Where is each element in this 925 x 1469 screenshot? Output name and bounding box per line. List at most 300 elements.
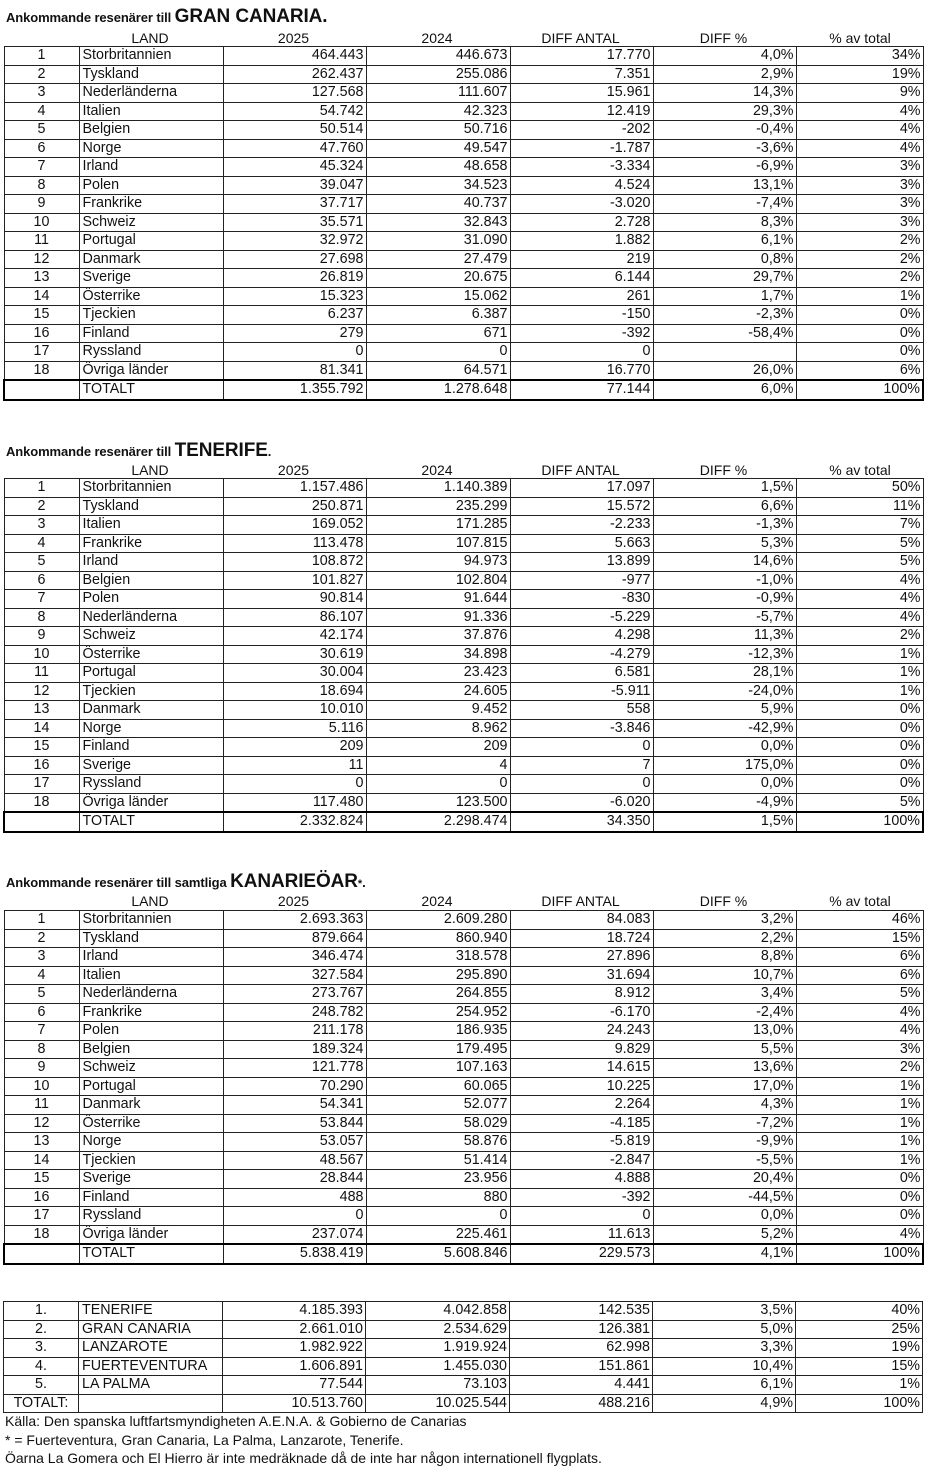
cell-value-2025: 262.437 xyxy=(223,65,366,84)
cell-pct-of-total: 0% xyxy=(796,343,923,362)
cell-rank: 10 xyxy=(4,645,79,664)
cell-diff-antal: 4.524 xyxy=(510,176,653,195)
table-row xyxy=(4,985,923,1004)
cell-rank: 16 xyxy=(4,324,79,343)
cell-diff-antal: -977 xyxy=(510,571,653,590)
cell-land: Tyskland xyxy=(79,929,223,948)
gran-canaria-title xyxy=(6,6,327,28)
cell-value-2025: 45.324 xyxy=(223,158,366,177)
cell-pct-of-total: 0% xyxy=(796,1207,923,1226)
table-row xyxy=(4,1040,923,1059)
cell-value-2024: 8.962 xyxy=(366,719,510,738)
cell-diff-pct: 5,9% xyxy=(653,701,796,720)
cell-land: FUERTEVENTURA xyxy=(79,1357,223,1376)
cell-land: Ryssland xyxy=(79,775,223,794)
title-suffix: . xyxy=(267,444,272,459)
cell-value-2024: 295.890 xyxy=(366,966,510,985)
cell-rank: 14 xyxy=(4,287,79,306)
cell-diff-antal: 151.861 xyxy=(510,1357,653,1376)
cell-pct-of-total: 2% xyxy=(796,250,923,269)
cell-value-2024: 23.423 xyxy=(366,664,510,683)
cell-pct-of-total: 100% xyxy=(796,1394,923,1413)
table-row xyxy=(4,1225,923,1244)
table-row xyxy=(4,324,923,343)
table-row xyxy=(4,1188,923,1207)
cell-land: Nederländerna xyxy=(79,84,223,103)
excluded-islands-note: Öarna La Gomera och El Hierro är inte medräknade då de inte har någon internationell flygplats. xyxy=(5,1450,602,1466)
cell-diff-antal: 0 xyxy=(510,343,653,362)
header-pct-total: % av total xyxy=(829,893,891,909)
cell-pct-of-total: 3% xyxy=(796,195,923,214)
total-row xyxy=(4,812,923,832)
cell-pct-of-total: 2% xyxy=(796,269,923,288)
title-island-name: GRAN CANARIA. xyxy=(174,6,328,27)
cell-rank: 7 xyxy=(4,158,79,177)
cell-rank: 14 xyxy=(4,719,79,738)
cell-diff-pct: 13,6% xyxy=(653,1059,796,1078)
cell-land: Portugal xyxy=(79,664,223,683)
cell-diff-antal: -4.185 xyxy=(510,1114,653,1133)
cell-diff-pct: -9,9% xyxy=(653,1133,796,1152)
cell-diff-pct: -2,4% xyxy=(653,1003,796,1022)
table-row xyxy=(4,306,923,325)
cell-value-2025: 48.567 xyxy=(223,1151,366,1170)
cell-pct-of-total: 7% xyxy=(796,516,923,535)
cell-diff-pct: 4,0% xyxy=(653,47,796,66)
cell-diff-antal: 261 xyxy=(510,287,653,306)
cell-diff-pct: 1,5% xyxy=(653,479,796,498)
cell-land: Irland xyxy=(79,553,223,572)
cell-diff-antal: 1.882 xyxy=(510,232,653,251)
cell-diff-antal: 2.728 xyxy=(510,213,653,232)
cell-diff-antal: 7.351 xyxy=(510,65,653,84)
cell-diff-pct: 0,0% xyxy=(653,738,796,757)
table-row xyxy=(4,1151,923,1170)
cell-rank: 8 xyxy=(4,608,79,627)
cell-value-2024: 40.737 xyxy=(366,195,510,214)
cell-value-2025: 2.661.010 xyxy=(223,1320,366,1339)
table-row xyxy=(4,1207,923,1226)
title-suffix: . xyxy=(362,875,366,890)
cell-diff-antal: -6.020 xyxy=(510,793,653,812)
cell-pct-of-total: 4% xyxy=(796,1225,923,1244)
cell-rank xyxy=(4,812,79,832)
cell-pct-of-total: 0% xyxy=(796,701,923,720)
cell-value-2024: 123.500 xyxy=(366,793,510,812)
cell-rank: 5 xyxy=(4,121,79,140)
title-island-name: TENERIFE xyxy=(174,440,268,461)
cell-diff-pct: 11,3% xyxy=(653,627,796,646)
cell-diff-pct: 6,1% xyxy=(653,232,796,251)
cell-value-2025: 50.514 xyxy=(223,121,366,140)
cell-pct-of-total: 19% xyxy=(796,1339,923,1358)
cell-diff-pct: -3,6% xyxy=(653,139,796,158)
cell-diff-antal: 219 xyxy=(510,250,653,269)
table-row xyxy=(4,361,923,380)
cell-land: TOTALT xyxy=(79,812,223,832)
cell-value-2024: 64.571 xyxy=(366,361,510,380)
table-row xyxy=(4,102,923,121)
cell-land: Sverige xyxy=(79,269,223,288)
cell-value-2025: 30.619 xyxy=(223,645,366,664)
cell-diff-antal: 16.770 xyxy=(510,361,653,380)
cell-value-2025: 54.341 xyxy=(223,1096,366,1115)
cell-land: Ryssland xyxy=(79,343,223,362)
cell-value-2025: 0 xyxy=(223,775,366,794)
cell-rank: 12 xyxy=(4,250,79,269)
cell-diff-antal: 558 xyxy=(510,701,653,720)
cell-land: Frankrike xyxy=(79,195,223,214)
cell-diff-pct: 6,1% xyxy=(653,1376,796,1395)
cell-rank: 1 xyxy=(4,911,79,930)
title-prefix: Ankommande resenärer till samtliga xyxy=(6,875,227,890)
cell-pct-of-total: 4% xyxy=(796,139,923,158)
cell-value-2025: 70.290 xyxy=(223,1077,366,1096)
cell-value-2024: 52.077 xyxy=(366,1096,510,1115)
cell-pct-of-total: 5% xyxy=(796,793,923,812)
table-row xyxy=(4,232,923,251)
cell-value-2025: 54.742 xyxy=(223,102,366,121)
cell-diff-pct: 6,0% xyxy=(653,380,796,400)
cell-value-2025: 127.568 xyxy=(223,84,366,103)
header-diff-antal: DIFF ANTAL xyxy=(541,462,620,478)
cell-rank: 4 xyxy=(4,534,79,553)
cell-land: TOTALT xyxy=(79,1244,223,1264)
cell-value-2024: 58.876 xyxy=(366,1133,510,1152)
cell-diff-pct: 29,3% xyxy=(653,102,796,121)
kanarieoar-column-headers xyxy=(0,893,925,909)
cell-pct-of-total: 3% xyxy=(796,1040,923,1059)
cell-diff-antal: 31.694 xyxy=(510,966,653,985)
cell-value-2025: 237.074 xyxy=(223,1225,366,1244)
cell-diff-antal: 11.613 xyxy=(510,1225,653,1244)
cell-diff-pct: -1,0% xyxy=(653,571,796,590)
cell-rank: 18 xyxy=(4,1225,79,1244)
cell-land: Frankrike xyxy=(79,1003,223,1022)
cell-value-2025: 273.767 xyxy=(223,985,366,1004)
cell-rank: 13 xyxy=(4,1133,79,1152)
cell-land: Belgien xyxy=(79,121,223,140)
cell-rank: 6 xyxy=(4,571,79,590)
cell-value-2024: 171.285 xyxy=(366,516,510,535)
cell-land: Polen xyxy=(79,176,223,195)
cell-diff-antal: 6.144 xyxy=(510,269,653,288)
cell-value-2025: 47.760 xyxy=(223,139,366,158)
cell-pct-of-total: 4% xyxy=(796,590,923,609)
cell-diff-pct: -24,0% xyxy=(653,682,796,701)
cell-value-2024: 42.323 xyxy=(366,102,510,121)
cell-rank: 15 xyxy=(4,306,79,325)
cell-value-2024: 2.609.280 xyxy=(366,911,510,930)
cell-value-2024: 10.025.544 xyxy=(366,1394,510,1413)
cell-value-2025: 1.355.792 xyxy=(223,380,366,400)
cell-value-2025: 1.606.891 xyxy=(223,1357,366,1376)
cell-diff-antal: 15.572 xyxy=(510,497,653,516)
table-row xyxy=(4,645,923,664)
cell-land: GRAN CANARIA xyxy=(79,1320,223,1339)
cell-value-2025: 27.698 xyxy=(223,250,366,269)
cell-rank: 14 xyxy=(4,1151,79,1170)
cell-diff-pct xyxy=(653,343,796,362)
cell-pct-of-total: 1% xyxy=(796,1077,923,1096)
table-row xyxy=(4,738,923,757)
table-row xyxy=(4,664,923,683)
cell-value-2024: 0 xyxy=(366,775,510,794)
cell-rank: 5. xyxy=(4,1376,79,1395)
table-row xyxy=(4,1357,923,1376)
cell-value-2024: 880 xyxy=(366,1188,510,1207)
cell-pct-of-total: 15% xyxy=(796,1357,923,1376)
cell-diff-antal: -2.847 xyxy=(510,1151,653,1170)
table-row xyxy=(4,516,923,535)
table-row xyxy=(4,682,923,701)
cell-diff-pct: -42,9% xyxy=(653,719,796,738)
cell-value-2024: 49.547 xyxy=(366,139,510,158)
cell-pct-of-total: 4% xyxy=(796,608,923,627)
table-row xyxy=(4,343,923,362)
cell-value-2024: 671 xyxy=(366,324,510,343)
cell-pct-of-total: 1% xyxy=(796,1133,923,1152)
cell-diff-antal: 142.535 xyxy=(510,1302,653,1321)
header-2025: 2025 xyxy=(277,30,310,46)
cell-pct-of-total: 3% xyxy=(796,213,923,232)
cell-diff-antal: 18.724 xyxy=(510,929,653,948)
cell-value-2024: 264.855 xyxy=(366,985,510,1004)
cell-diff-antal: 5.663 xyxy=(510,534,653,553)
cell-pct-of-total: 1% xyxy=(796,682,923,701)
cell-diff-pct: 1,5% xyxy=(653,812,796,832)
table-row xyxy=(4,775,923,794)
cell-diff-antal: -830 xyxy=(510,590,653,609)
cell-pct-of-total: 4% xyxy=(796,102,923,121)
cell-rank: 12 xyxy=(4,682,79,701)
cell-value-2025: 113.478 xyxy=(223,534,366,553)
cell-pct-of-total: 0% xyxy=(796,756,923,775)
cell-pct-of-total: 0% xyxy=(796,324,923,343)
cell-value-2024: 9.452 xyxy=(366,701,510,720)
header-diff-antal: DIFF ANTAL xyxy=(541,893,620,909)
cell-diff-pct: 29,7% xyxy=(653,269,796,288)
cell-diff-pct: 4,1% xyxy=(653,1244,796,1264)
cell-diff-pct: 4,9% xyxy=(653,1394,796,1413)
header-diff-pct: DIFF % xyxy=(699,893,748,909)
cell-value-2024: 31.090 xyxy=(366,232,510,251)
cell-land: Finland xyxy=(79,324,223,343)
cell-diff-pct: -58,4% xyxy=(653,324,796,343)
cell-land: Övriga länder xyxy=(79,793,223,812)
cell-rank: 3. xyxy=(4,1339,79,1358)
cell-diff-pct: 5,5% xyxy=(653,1040,796,1059)
cell-rank: 1 xyxy=(4,47,79,66)
cell-value-2024: 23.956 xyxy=(366,1170,510,1189)
cell-land: Tjeckien xyxy=(79,306,223,325)
cell-pct-of-total: 9% xyxy=(796,84,923,103)
cell-diff-antal: 14.615 xyxy=(510,1059,653,1078)
cell-rank: 9 xyxy=(4,195,79,214)
cell-value-2025: 5.116 xyxy=(223,719,366,738)
table-row xyxy=(4,948,923,967)
table-row xyxy=(4,571,923,590)
header-2024: 2024 xyxy=(421,893,453,909)
header-land: LAND xyxy=(131,462,169,478)
cell-value-2024: 0 xyxy=(366,343,510,362)
cell-diff-antal: -392 xyxy=(510,1188,653,1207)
cell-diff-pct: 20,4% xyxy=(653,1170,796,1189)
cell-pct-of-total: 100% xyxy=(796,812,923,832)
cell-land: Danmark xyxy=(79,701,223,720)
cell-value-2024: 254.952 xyxy=(366,1003,510,1022)
cell-diff-antal: -4.279 xyxy=(510,645,653,664)
cell-diff-pct: 28,1% xyxy=(653,664,796,683)
cell-diff-pct: -6,9% xyxy=(653,158,796,177)
cell-land: Norge xyxy=(79,719,223,738)
cell-pct-of-total: 0% xyxy=(796,1188,923,1207)
cell-pct-of-total: 1% xyxy=(796,1151,923,1170)
cell-diff-antal: 0 xyxy=(510,775,653,794)
cell-rank: 12 xyxy=(4,1114,79,1133)
kanarieoar-title xyxy=(6,871,366,893)
header-diff-pct: DIFF % xyxy=(699,462,748,478)
cell-diff-antal: -3.846 xyxy=(510,719,653,738)
cell-value-2024: 50.716 xyxy=(366,121,510,140)
cell-diff-antal: 126.381 xyxy=(510,1320,653,1339)
cell-value-2024: 1.140.389 xyxy=(366,479,510,498)
cell-value-2025: 10.513.760 xyxy=(223,1394,366,1413)
cell-pct-of-total: 4% xyxy=(796,571,923,590)
cell-diff-pct: 0,0% xyxy=(653,775,796,794)
table-row xyxy=(4,269,923,288)
table-row xyxy=(4,1022,923,1041)
cell-value-2025: 1.157.486 xyxy=(223,479,366,498)
cell-land: Polen xyxy=(79,590,223,609)
cell-value-2025: 209 xyxy=(223,738,366,757)
cell-diff-antal: -2.233 xyxy=(510,516,653,535)
cell-diff-antal: -5.911 xyxy=(510,682,653,701)
cell-value-2024: 5.608.846 xyxy=(366,1244,510,1264)
cell-diff-pct: -0,9% xyxy=(653,590,796,609)
table-row xyxy=(4,553,923,572)
cell-value-2025: 42.174 xyxy=(223,627,366,646)
cell-rank: 10 xyxy=(4,213,79,232)
cell-value-2025: 4.185.393 xyxy=(223,1302,366,1321)
cell-diff-pct: 5,3% xyxy=(653,534,796,553)
cell-land: Danmark xyxy=(79,1096,223,1115)
cell-diff-pct: 2,9% xyxy=(653,65,796,84)
table-row xyxy=(4,158,923,177)
cell-diff-antal: -1.787 xyxy=(510,139,653,158)
cell-rank: 11 xyxy=(4,1096,79,1115)
cell-diff-antal: 0 xyxy=(510,738,653,757)
cell-rank: 13 xyxy=(4,701,79,720)
cell-value-2024: 91.336 xyxy=(366,608,510,627)
title-island-name: KANARIEÖAR xyxy=(230,871,358,892)
tenerife-table xyxy=(3,478,924,833)
cell-value-2024: 2.298.474 xyxy=(366,812,510,832)
cell-pct-of-total: 5% xyxy=(796,985,923,1004)
table-row xyxy=(4,929,923,948)
cell-diff-antal: 27.896 xyxy=(510,948,653,967)
cell-land: Österrike xyxy=(79,645,223,664)
cell-pct-of-total: 6% xyxy=(796,966,923,985)
cell-diff-pct: 14,6% xyxy=(653,553,796,572)
cell-rank: 3 xyxy=(4,948,79,967)
cell-pct-of-total: 2% xyxy=(796,1059,923,1078)
table-row xyxy=(4,479,923,498)
cell-land: Sverige xyxy=(79,1170,223,1189)
table-row xyxy=(4,590,923,609)
cell-diff-pct: 0,8% xyxy=(653,250,796,269)
cell-land: Belgien xyxy=(79,571,223,590)
cell-diff-antal: 17.097 xyxy=(510,479,653,498)
cell-pct-of-total: 100% xyxy=(796,380,923,400)
cell-value-2024: 225.461 xyxy=(366,1225,510,1244)
cell-rank: 6 xyxy=(4,1003,79,1022)
title-prefix: Ankommande resenärer till xyxy=(6,444,172,459)
cell-rank: 4 xyxy=(4,102,79,121)
cell-rank: 5 xyxy=(4,553,79,572)
cell-value-2024: 34.898 xyxy=(366,645,510,664)
cell-diff-pct: 13,0% xyxy=(653,1022,796,1041)
cell-pct-of-total: 11% xyxy=(796,497,923,516)
cell-rank xyxy=(4,1244,79,1264)
cell-value-2025: 2.693.363 xyxy=(223,911,366,930)
cell-rank: 1. xyxy=(4,1302,79,1321)
header-2025: 2025 xyxy=(277,893,310,909)
cell-value-2024: 1.919.924 xyxy=(366,1339,510,1358)
cell-diff-antal: -5.819 xyxy=(510,1133,653,1152)
cell-diff-antal: 84.083 xyxy=(510,911,653,930)
cell-pct-of-total: 0% xyxy=(796,1170,923,1189)
cell-value-2025: 121.778 xyxy=(223,1059,366,1078)
cell-land: Norge xyxy=(79,1133,223,1152)
cell-diff-antal: 4.298 xyxy=(510,627,653,646)
cell-pct-of-total: 4% xyxy=(796,1022,923,1041)
cell-rank: 8 xyxy=(4,1040,79,1059)
header-land: LAND xyxy=(131,30,169,46)
cell-land: Portugal xyxy=(79,232,223,251)
cell-rank: 9 xyxy=(4,1059,79,1078)
cell-diff-antal: 4.441 xyxy=(510,1376,653,1395)
cell-land: Schweiz xyxy=(79,627,223,646)
cell-value-2025: 2.332.824 xyxy=(223,812,366,832)
cell-pct-of-total: 2% xyxy=(796,232,923,251)
cell-diff-pct: -7,2% xyxy=(653,1114,796,1133)
table-row xyxy=(4,287,923,306)
cell-value-2025: 1.982.922 xyxy=(223,1339,366,1358)
cell-land: Sverige xyxy=(79,756,223,775)
cell-value-2024: 1.278.648 xyxy=(366,380,510,400)
cell-land: LA PALMA xyxy=(79,1376,223,1395)
cell-diff-antal: -202 xyxy=(510,121,653,140)
cell-land: Irland xyxy=(79,158,223,177)
cell-land: Schweiz xyxy=(79,213,223,232)
cell-land: Tyskland xyxy=(79,497,223,516)
cell-value-2025: 39.047 xyxy=(223,176,366,195)
cell-value-2024: 73.103 xyxy=(366,1376,510,1395)
total-row xyxy=(4,380,923,400)
cell-land xyxy=(79,1394,223,1413)
cell-value-2025: 53.057 xyxy=(223,1133,366,1152)
cell-pct-of-total: 4% xyxy=(796,121,923,140)
cell-value-2025: 81.341 xyxy=(223,361,366,380)
header-diff-pct: DIFF % xyxy=(699,30,748,46)
cell-value-2025: 30.004 xyxy=(223,664,366,683)
cell-diff-pct: -7,4% xyxy=(653,195,796,214)
cell-land: TOTALT xyxy=(79,380,223,400)
cell-value-2024: 209 xyxy=(366,738,510,757)
table-row xyxy=(4,701,923,720)
cell-land: Finland xyxy=(79,1188,223,1207)
